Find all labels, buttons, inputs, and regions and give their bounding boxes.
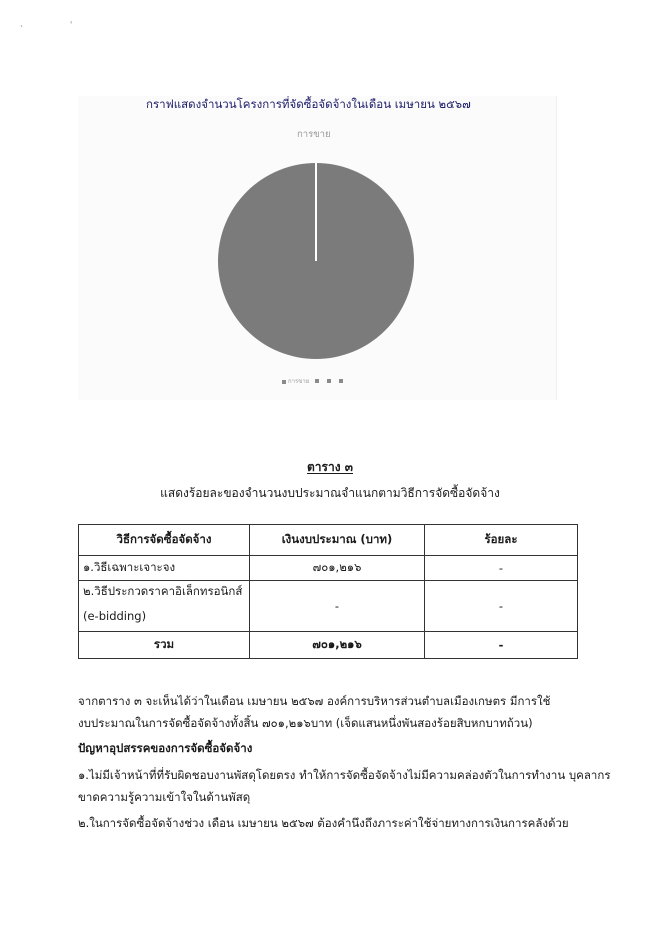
cell-method [79,581,250,632]
problems-heading: ปัญหาอุปสรรคของการจัดซื้อจัดจ้าง [78,741,253,755]
total-amount: ๗๐๑,๒๑๖ [250,632,425,659]
total-label: รวม [79,632,250,659]
legend-swatch [339,379,343,383]
legend-swatch [282,380,286,384]
method-line1: ๒.วิธีประกวดราคาอิเล็กทรอนิกส์ [83,584,243,598]
cell-percent: - [425,556,578,581]
problem-1-line-1: ๑.ไม่มีเจ้าหน้าที่ที่รับผิดชอบงานพัสดุโดยตรง ทำให้การจัดซื้อจัดจ้างไม่มีความคล่องตัวในการทำงาน บุคลากร [78,768,611,782]
legend-swatch [327,379,331,383]
cell-amount: ๗๐๑,๒๑๖ [250,556,425,581]
cell-amount: - [250,581,425,632]
chart-series-title: การขาย [297,129,331,140]
table-title: ตาราง ๓ [307,460,353,474]
scan-marks: ˴ ˈ [20,21,95,31]
legend-item [315,378,321,385]
problem-2: ๒.ในการจัดซื้อจัดจ้างช่วง เดือน เมษายน ๒๕๖๗ ต้องคำนึงถึงภาระค่าใช้จ่ายทางการเงินการคลังด้วย [78,816,569,830]
chart-legend [282,376,345,386]
table-header-row [79,525,578,556]
method-line2: (e-bidding) [83,609,147,623]
cell-method: ๑.วิธีเฉพาะเจาะจง [79,556,250,581]
summary-line-2: งบประมาณในการจัดซื้อจัดจ้างทั้งสิ้น ๗๐๑,๒๑๖บาท (เจ็ดแสนหนึ่งพันสองร้อยสิบหกบาทถ้วน) [78,716,533,730]
cell-percent: - [425,581,578,632]
chart-title: กราฟแสดงจำนวนโครงการที่จัดซื้อจัดจ้างในเดือน เมษายน ๒๕๖๗ [146,97,471,111]
legend-item [339,378,345,385]
problem-1-line-2: ขาดความรู้ความเข้าใจในด้านพัสดุ [78,790,251,804]
summary-paragraph [78,690,598,734]
problem-1 [78,764,611,808]
table-subtitle: แสดงร้อยละของจำนวนงบประมาณจำแนกตามวิธีการจัดซื้อจัดจ้าง [160,486,500,500]
table-row [79,556,578,581]
total-percent: - [425,632,578,659]
budget-table [78,524,578,659]
legend-item [282,376,309,386]
header-method: วิธีการจัดซื้อจัดจ้าง [79,525,250,556]
legend-label: การขาย [288,378,310,385]
legend-item [327,378,333,385]
header-percent: ร้อยละ [425,525,578,556]
table-total-row [79,632,578,659]
header-amount: เงินงบประมาณ (บาท) [250,525,425,556]
legend-swatch [315,379,319,383]
table-row [79,581,578,632]
summary-line-1: จากตาราง ๓ จะเห็นได้ว่าในเดือน เมษายน ๒๕๖๗ องค์การบริหารส่วนตำบลเมืองเกษตร มีการใช้ [78,694,551,708]
